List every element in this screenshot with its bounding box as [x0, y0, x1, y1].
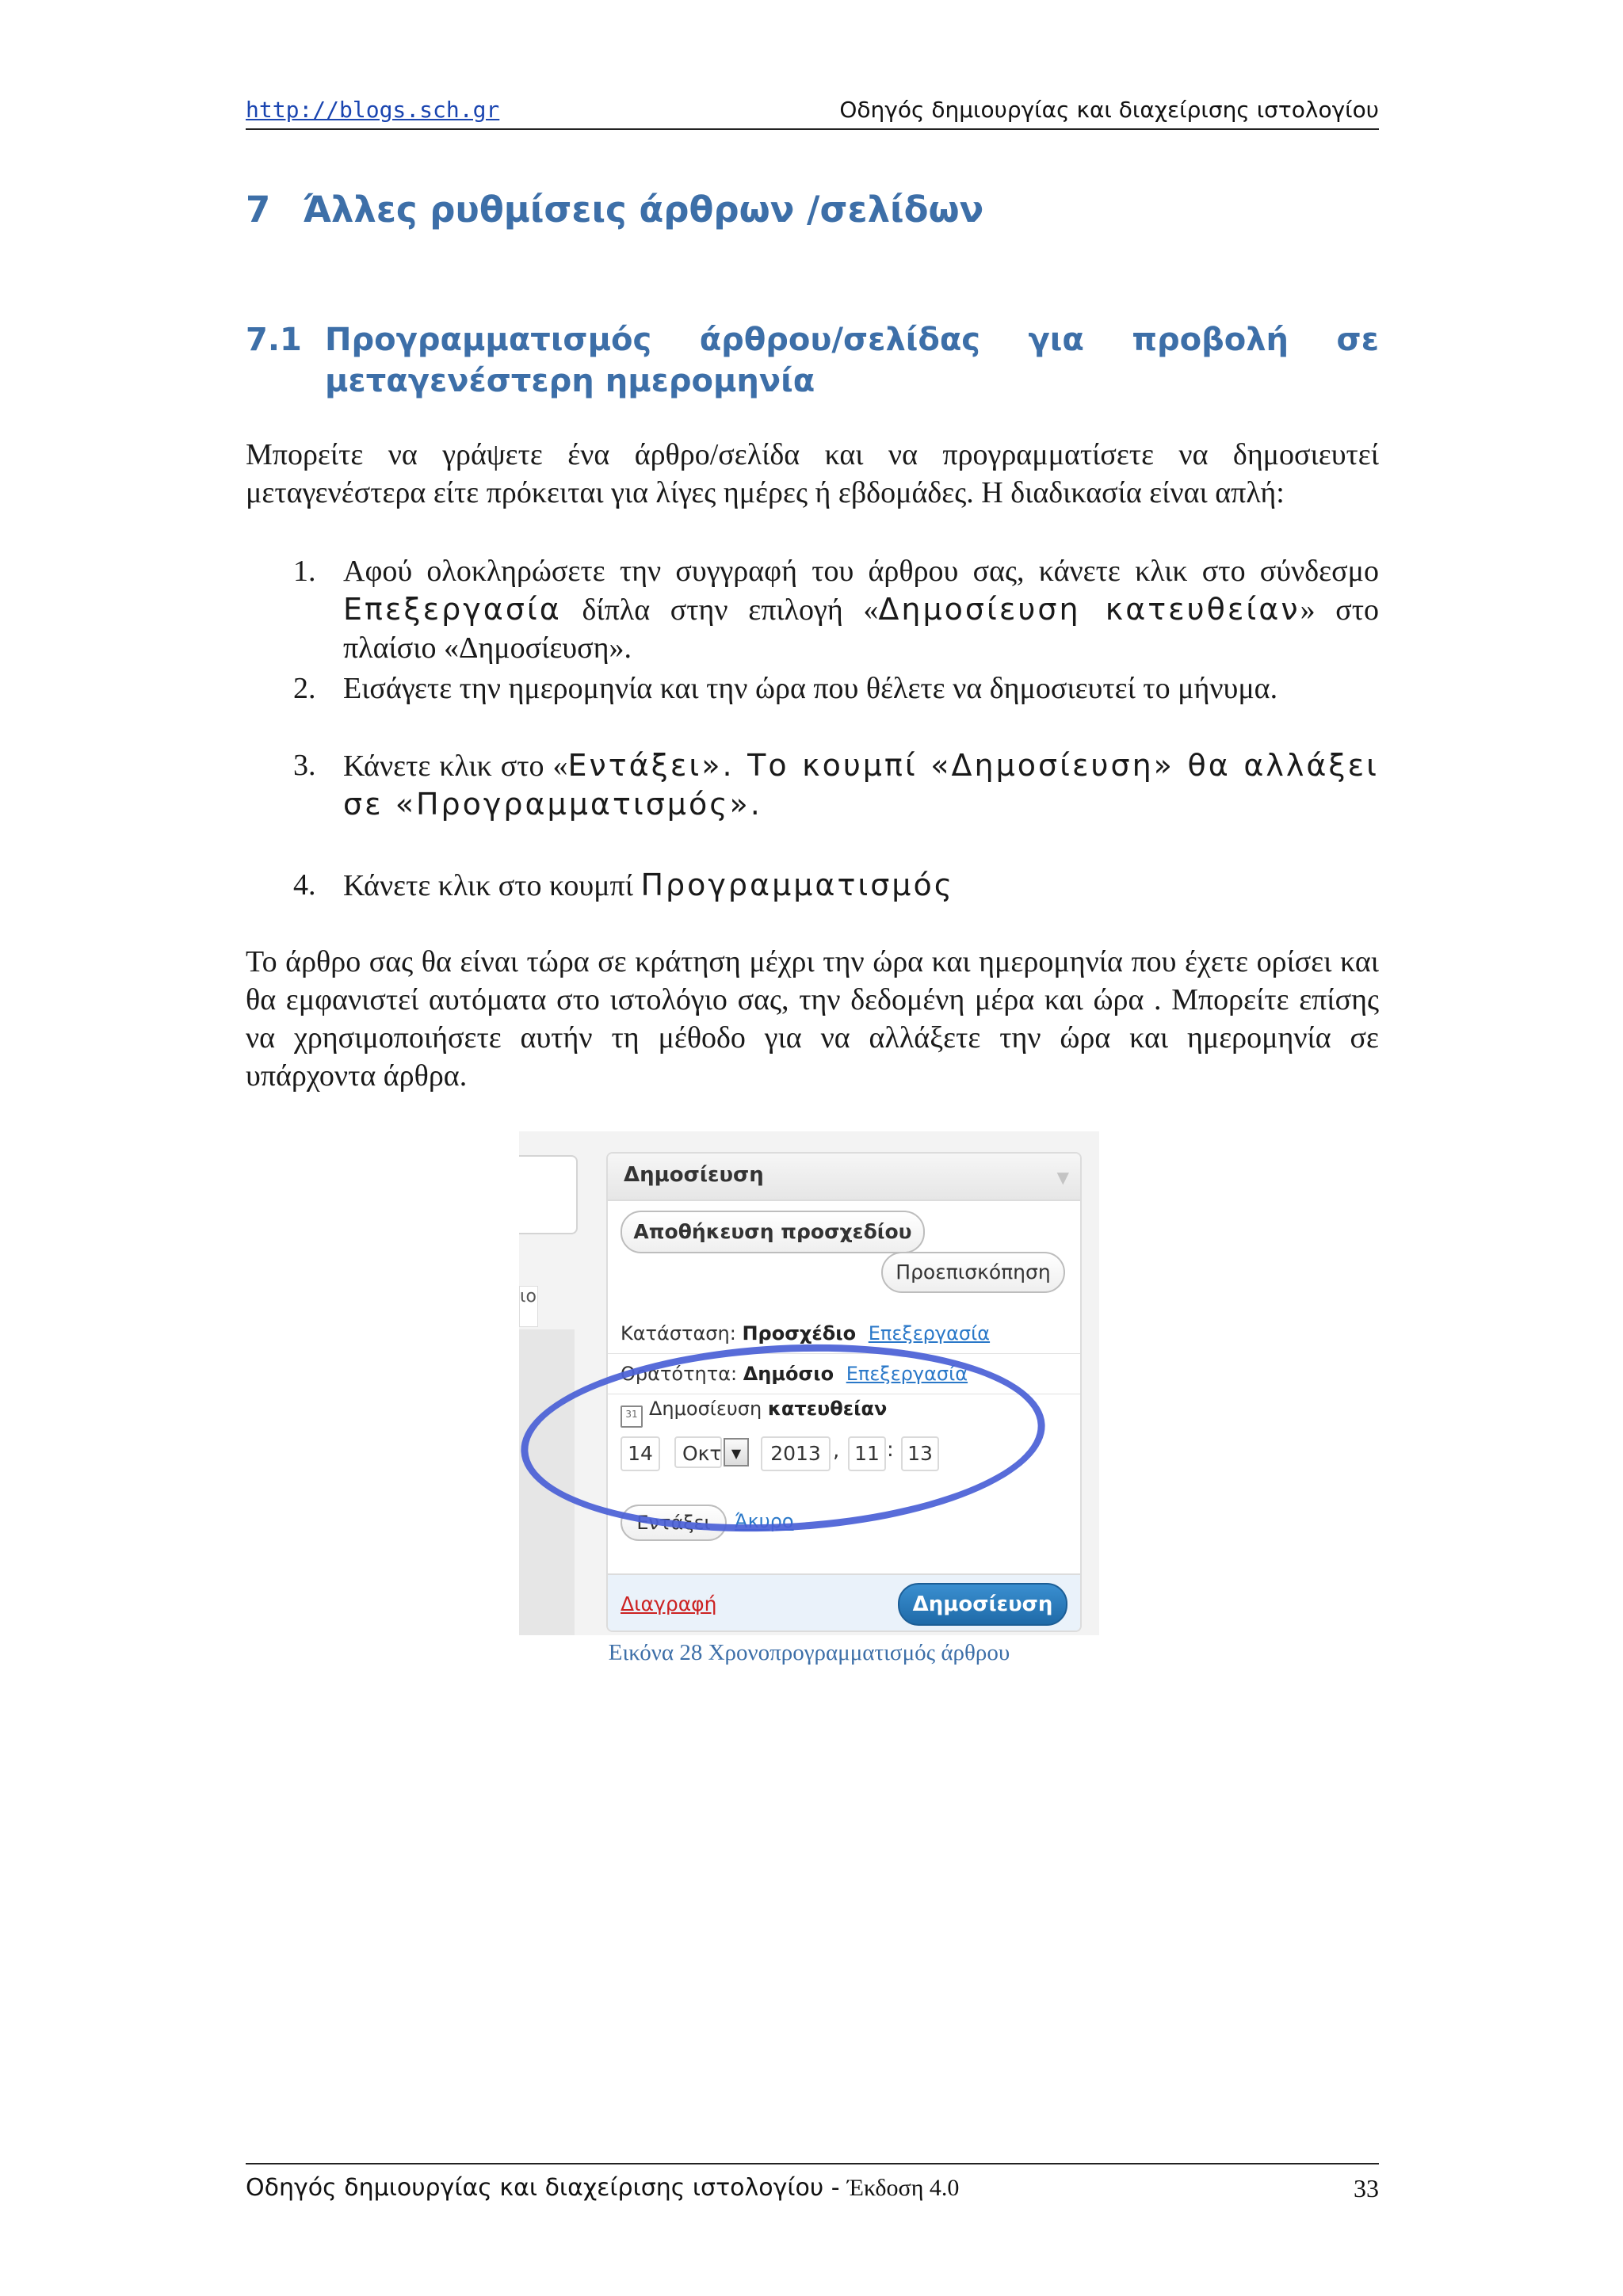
- step-text-part: Εισάγετε την ημερομηνία και την ώρα που θέλετε να δημοσιευτεί το μήνυμα.: [343, 672, 1278, 705]
- visibility-edit-link[interactable]: Επεξεργασία: [846, 1363, 968, 1385]
- cancel-link[interactable]: Άκυρο: [735, 1510, 794, 1532]
- step-text-part: Κάνετε κλικ στο «: [343, 749, 568, 783]
- step-text: [343, 746, 1379, 824]
- ok-button[interactable]: Εντάξει: [621, 1505, 727, 1541]
- status-edit-link[interactable]: Επεξεργασία: [868, 1322, 991, 1344]
- delete-link[interactable]: Διαγραφή: [621, 1592, 717, 1615]
- step-text-part: Αφού ολοκληρώσετε την συγγραφή του άρθρου σας, κάνετε κλικ στο σύνδεσμο: [343, 555, 1379, 588]
- date-separator: ,: [833, 1439, 840, 1463]
- step-text-part: δίπλα στην επιλογή «: [561, 593, 879, 627]
- publish-panel-title: Δημοσίευση: [624, 1163, 764, 1187]
- publish-panel-footer: [608, 1573, 1080, 1632]
- page-number: 33: [1354, 2174, 1379, 2203]
- status-label: Κατάσταση:: [621, 1322, 736, 1344]
- year-input[interactable]: 2013: [761, 1436, 831, 1471]
- step-emphasis: ». Το κουμπί «Δημοσίευση» θα αλλάξει σε «Προγραμματισμός».: [343, 748, 1379, 822]
- save-draft-button[interactable]: Αποθήκευση προσχεδίου: [621, 1211, 925, 1253]
- step-emphasis: Επεξεργασία: [343, 592, 562, 627]
- step-emphasis: Δημοσίευση κατευθείαν: [878, 592, 1300, 627]
- subsection-number: 7.1: [246, 322, 302, 358]
- page-header: [246, 93, 1379, 130]
- closing-paragraph: Το άρθρο σας θα είναι τώρα σε κράτηση μέχρι την ώρα και ημερομηνία που έχετε ορίσει και θα εμφανιστεί αυτόματα στο ιστολόγιο σας, την δεδομένη μέρα και ώρα . Μπορείτε επίσης να χρησιμοποιήσετε αυτήν τη μέθοδο για να αλλάξετε την ώρα και ημερομηνία σε υπάρχοντα άρθρα.: [246, 945, 1379, 1093]
- publish-panel-header[interactable]: [608, 1154, 1080, 1201]
- publish-label: Δημοσίευση: [649, 1398, 762, 1420]
- footer-text: [246, 2174, 959, 2202]
- figure-caption: Εικόνα 28 Χρονοπρογραμματισμός άρθρου: [608, 1640, 1010, 1665]
- subsection-word: Προγραμματισμός: [325, 322, 652, 358]
- header-title: Οδηγός δημιουργίας και διαχείρισης ιστολογίου: [839, 97, 1379, 123]
- subsection-word: άρθρου/σελίδας: [699, 322, 981, 358]
- preview-button[interactable]: Προεπισκόπηση: [881, 1252, 1065, 1293]
- subsection-title-line2: μεταγενέστερη ημερομηνία: [325, 363, 815, 399]
- step-emphasis: Εντάξει: [567, 748, 702, 783]
- title-input-edge: [519, 1155, 578, 1234]
- subsection-title-line1: [325, 319, 1379, 360]
- step-text: [343, 669, 1379, 707]
- publish-button[interactable]: Δημοσίευση: [898, 1583, 1067, 1626]
- section-number: 7: [246, 189, 271, 231]
- step-number: 1.: [293, 555, 316, 588]
- minute-input[interactable]: 13: [901, 1436, 939, 1471]
- footer-title: Οδηγός δημιουργίας και διαχείρισης ιστολογίου -: [246, 2174, 840, 2202]
- section-title: Άλλες ρυθμίσεις άρθρων /σελίδων: [303, 189, 984, 231]
- status-row: [621, 1322, 990, 1344]
- screenshot-figure: [519, 1131, 1099, 1635]
- subsection-word: σε: [1336, 322, 1379, 358]
- month-select[interactable]: Οκτ: [674, 1436, 722, 1468]
- step-text-part: Κάνετε κλικ στο κουμπί: [343, 869, 641, 902]
- step-emphasis: Προγραμματισμός: [640, 868, 955, 902]
- side-tab: ιο: [519, 1286, 538, 1327]
- step-text: [343, 866, 1379, 905]
- day-input[interactable]: 14: [621, 1436, 660, 1471]
- collapse-arrow-icon[interactable]: ▼: [1056, 1168, 1069, 1187]
- step-text-part: » στο πλαίσιο «Δημοσίευση».: [343, 593, 1379, 665]
- time-separator: :: [887, 1438, 894, 1462]
- status-value: Προσχέδιο: [742, 1322, 857, 1344]
- step-number: 3.: [293, 749, 316, 782]
- calendar-icon: 31: [621, 1405, 643, 1428]
- page-footer: [246, 2163, 1379, 2203]
- visibility-label: Ορατότητα:: [621, 1363, 738, 1385]
- subsection-word: για: [1028, 322, 1084, 358]
- subsection-word: προβολή: [1132, 322, 1289, 358]
- footer-version: Έκδοση 4.0: [847, 2175, 960, 2201]
- step-number: 4.: [293, 868, 316, 902]
- publish-value: κατευθείαν: [767, 1398, 888, 1420]
- step-text: [343, 552, 1379, 667]
- section-heading: [246, 189, 983, 231]
- chevron-down-icon[interactable]: ▼: [724, 1438, 749, 1466]
- intro-paragraph: Μπορείτε να γράψετε ένα άρθρο/σελίδα και να προγραμματίσετε να δημοσιευτεί μεταγενέστερα είτε πρόκειται για λίγες ημέρες ή εβδομάδες. Η διαδικασία είναι απλή:: [246, 438, 1379, 509]
- header-link[interactable]: http://blogs.sch.gr: [246, 97, 500, 123]
- hour-input[interactable]: 11: [848, 1436, 886, 1471]
- step-number: 2.: [293, 672, 316, 705]
- visibility-value: Δημόσιο: [743, 1363, 834, 1385]
